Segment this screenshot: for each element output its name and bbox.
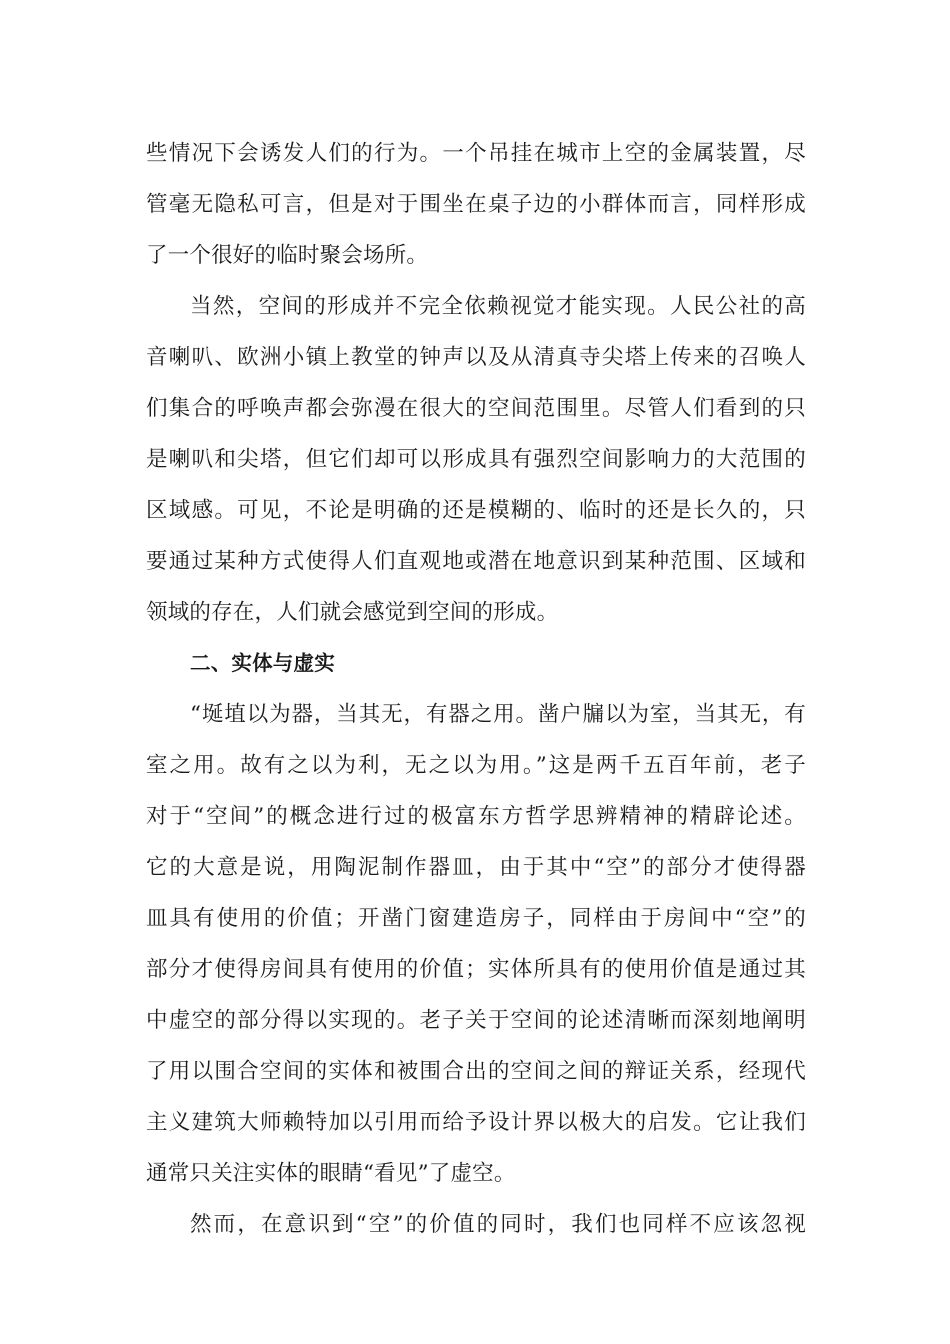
text-line: 要通过某种方式使得人们直观地或潜在地意识到某种范围、区域和 (146, 549, 806, 574)
text-line: 区域感。可见，不论是明确的还是模糊的、临时的还是长久的，只 (146, 498, 806, 523)
text-line: 音喇叭、欧洲小镇上教堂的钟声以及从清真寺尖塔上传来的召唤人 (146, 345, 806, 370)
text-line: 些情况下会诱发人们的行为。一个吊挂在城市上空的金属装置，尽 (146, 141, 806, 166)
text-line: 它的大意是说，用陶泥制作器皿，由于其中“空”的部分才使得器 (146, 855, 806, 880)
text-line: 对于“空间”的概念进行过的极富东方哲学思辨精神的精辟论述。 (146, 804, 806, 829)
text-line: “埏埴以为器，当其无，有器之用。凿户牖以为室，当其无，有 (190, 702, 806, 727)
document-body (146, 128, 806, 1250)
text-line: 了用以围合空间的实体和被围合出的空间之间的辩证关系，经现代 (146, 1059, 806, 1084)
text-line: 管毫无隐私可言，但是对于围坐在桌子边的小群体而言，同样形成 (146, 192, 806, 217)
text-line: 主义建筑大师赖特加以引用而给予设计界以极大的启发。它让我们 (146, 1110, 806, 1135)
text-line: 了一个很好的临时聚会场所。 (146, 243, 429, 268)
text-line: 然而，在意识到“空”的价值的同时，我们也同样不应该忽视 (190, 1212, 806, 1237)
text-line: 部分才使得房间具有使用的价值；实体所具有的使用价值是通过其 (146, 957, 806, 982)
text-line: 通常只关注实体的眼睛“看见”了虚空。 (146, 1161, 516, 1186)
text-line: 室之用。故有之以为利，无之以为用。”这是两千五百年前，老子 (146, 753, 806, 778)
text-line: 们集合的呼唤声都会弥漫在很大的空间范围里。尽管人们看到的只 (146, 396, 806, 421)
text-line: 是喇叭和尖塔，但它们却可以形成具有强烈空间影响力的大范围的 (146, 447, 806, 472)
text-line: 领域的存在，人们就会感觉到空间的形成。 (146, 600, 559, 625)
text-line: 皿具有使用的价值；开凿门窗建造房子，同样由于房间中“空”的 (146, 906, 806, 931)
text-line: 中虚空的部分得以实现的。老子关于空间的论述清晰而深刻地阐明 (146, 1008, 806, 1033)
text-line: 当然，空间的形成并不完全依赖视觉才能实现。人民公社的高 (190, 294, 806, 319)
section-heading: 二、实体与虚实 (190, 651, 335, 675)
